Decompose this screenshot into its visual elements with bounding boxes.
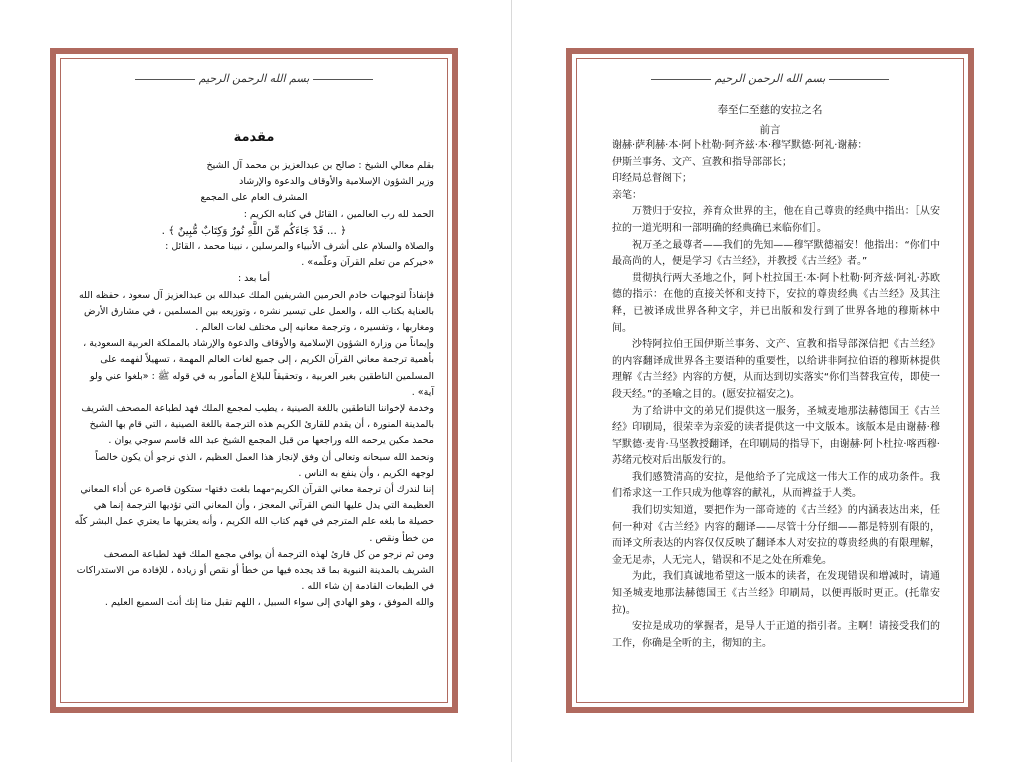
paragraph: الحمد لله رب العالمين ، القائل في كتابه الكريم : (243, 208, 434, 220)
paragraph: وإيماناً من وزارة الشؤون الإسلامية والأوقاف والدعوة والإرشاد بالمملكة العربية السعودية ، بأهمية ترجمة معاني القرآن الكريم ، إلى جميع لغات العالم المهمة ، تسهيلاً لفهمه على المسلمين الناطقين بغير العربية ، وتحقيقاً للبلاغ المأمور به في قوله ﷺ : «بلغوا عني ولو آية» . (83, 338, 434, 398)
basmala-calligraphy: بسم الله الرحمن الرحيم (572, 72, 968, 85)
signature-line: 亲笔： (612, 189, 642, 201)
paragraph: 沙特阿拉伯王国伊斯兰事务、文产、宣教和指导部深信把《古兰经》的内容翻译成世界各主要语种的重要性，以给讲非阿拉伯语的穆斯林提供理解《古兰经》内容的方便，从而达到切实落实“你们当替我宣传，即使一段天经。”的圣喻之目的。(愿安拉福安之)。 (612, 339, 940, 400)
paragraph: والله الموفق ، وهو الهادي إلى سواء السبيل ، اللهم تقبل منا إنك أنت السميع العليم . (104, 597, 434, 609)
paragraph: ونحمد الله سبحانه وتعالى أن وفق لإنجاز هذا العمل العظيم ، الذي نرجو أن يكون خالصاً لوجهه الكريم ، وأن ينفع به الناس . (95, 451, 434, 479)
author-role: 印经局总督阁下； (612, 173, 692, 185)
arabic-body (74, 158, 434, 612)
chinese-page (566, 48, 974, 713)
arabic-page (50, 48, 458, 713)
paragraph: 为此，我们真诚地希望这一版本的读者，在发现错误和增减时，请通知圣城麦地那法赫德国王《古兰经》印刷局，以便再版时更正。(托靠安拉)。 (612, 571, 940, 616)
spread-gutter (511, 0, 512, 762)
paragraph: 万赞归于安拉，养育众世界的主，他在自己尊贵的经典中指出：［从安拉的一道光明和一部明确的经典确已来临你们］。 (612, 206, 940, 234)
author-line: 谢赫·萨利赫·本·阿卜杜勒·阿齐兹·本·穆罕默德·阿礼·谢赫： (612, 140, 868, 151)
author-title: وزير الشؤون الإسلامية والأوقاف والدعوة والإرشاد (239, 176, 434, 188)
author-title: 伊斯兰事务、文产、宣教和指导部部长； (612, 156, 792, 168)
paragraph: والصلاة والسلام على أشرف الأنبياء والمرسلين ، نبينا محمد ، القائل : (165, 241, 434, 253)
author-line: بقلم معالي الشيخ : صالح بن عبدالعزيز بن محمد آل الشيخ (206, 160, 434, 171)
paragraph: إننا لندرك أن ترجمة معاني القرآن الكريم-مهما بلغت دقتها- ستكون قاصرة عن أداء المعاني العظيمة التي يدل عليها النص القرآني المعجز ، وأن المعاني التي تؤديها الترجمة إنما هي حصيلة ما بلغه علم المترجم في فهم كتاب الله الكريم ، وأنه يعتريها ما يعتري عمل البشر كلّه من خطأ ونقص . (74, 484, 434, 544)
chinese-body (612, 138, 940, 652)
paragraph: 我们切实知道，要把作为一部奇迹的《古兰经》的内涵表达出来，任何一种对《古兰经》内容的翻译——尽管十分仔细——都是特别有限的，而译文所表达的内容仅仅反映了翻译本人对安拉的尊贵经典的有限理解，金无足赤，人无完人，错误和不足之处在所难免。 (612, 505, 940, 566)
hadith: «خيركم من تعلم القرآن وعلّمه» . (301, 257, 434, 269)
paragraph: 我们感赞清高的安拉，是他给予了完成这一伟大工作的成功条件。我们希求这一工作只成为他尊容的献礼，从而裨益于人类。 (612, 471, 940, 500)
quran-verse: ﴿ ... قَدْ جَاءَكُم مِّنَ اللَّهِ نُورٌ وَكِتَابٌ مُّبِينٌ ﴾ . (161, 224, 347, 237)
page-subtitle: 前言 (759, 124, 781, 136)
basmala-calligraphy: بسم الله الرحمن الرحيم (56, 72, 452, 85)
paragraph: 祝万圣之最尊者——我们的先知——穆罕默德福安！他指出：“你们中最高尚的人，便是学习《古兰经》，并教授《古兰经》者。” (612, 239, 940, 268)
paragraph: 贯彻执行两大圣地之仆，阿卜杜拉国王·本·阿卜杜勒·阿齐兹·阿礼·苏欧德的指示：在他的直接关怀和支持下，安拉的尊贵经典《古兰经》及其注释，已被译成世界各种文字，并已出版和发行到了世界各地的穆斯林中间。 (612, 272, 940, 334)
page-title: 奉至仁至慈的安拉之名 (717, 104, 823, 116)
paragraph: 安拉是成功的掌握者，是导人于正道的指引者。主啊！请接受我们的工作，你确是全听的主，彻知的主。 (612, 621, 940, 649)
paragraph: فإنفاذاً لتوجيهات خادم الحرمين الشريفين الملك عبدالله بن عبدالعزيز آل سعود ، حفظه الله بالعناية بكتاب الله ، والعمل على تيسير نشره ، وتوزيعه بين المسلمين ، في مشارق الأرض ومغاربها ، وتفسيره ، وترجمة معانيه إلى مختلف لغات العالم . (78, 289, 434, 334)
page-title: مقدمة (233, 130, 275, 145)
paragraph: وخدمة لإخواننا الناطقين باللغة الصينية ، يطيب لمجمع الملك فهد لطباعة المصحف الشريف بالمدينة المنورة ، أن يقدم للقارئ الكريم هذه الترجمة باللغة الصينية ، التي قام بها الشيخ محمد مكين يرحمه الله وراجعها من قبل المجمع الشيخ عبد الله قاسم سوجي يوان . (81, 403, 434, 447)
paragraph: أما بعد : (237, 273, 271, 285)
author-role: المشرف العام على المجمع (200, 192, 308, 204)
paragraph: 为了给讲中文的弟兄们提供这一服务，圣城麦地那法赫德国王《古兰经》印刷局，很荣幸为亲爱的读者提供这一中文版本。该版本是由谢赫·穆罕默德·麦肯·马坚教授翻译，在印刷局的指导下，由谢赫·阿卜杜拉·喀西穆·苏绪元校对后出版发行的。 (612, 405, 940, 467)
paragraph: ومن ثم نرجو من كل قارئ لهذه الترجمة أن يوافي مجمع الملك فهد لطباعة المصحف الشريف بالمدينة النبوية بما قد يجده فيها من خطأ أو نقص أو زيادة ، للإفادة من الاستدراكات في الطبعات القادمة إن شاء الله . (76, 548, 434, 593)
